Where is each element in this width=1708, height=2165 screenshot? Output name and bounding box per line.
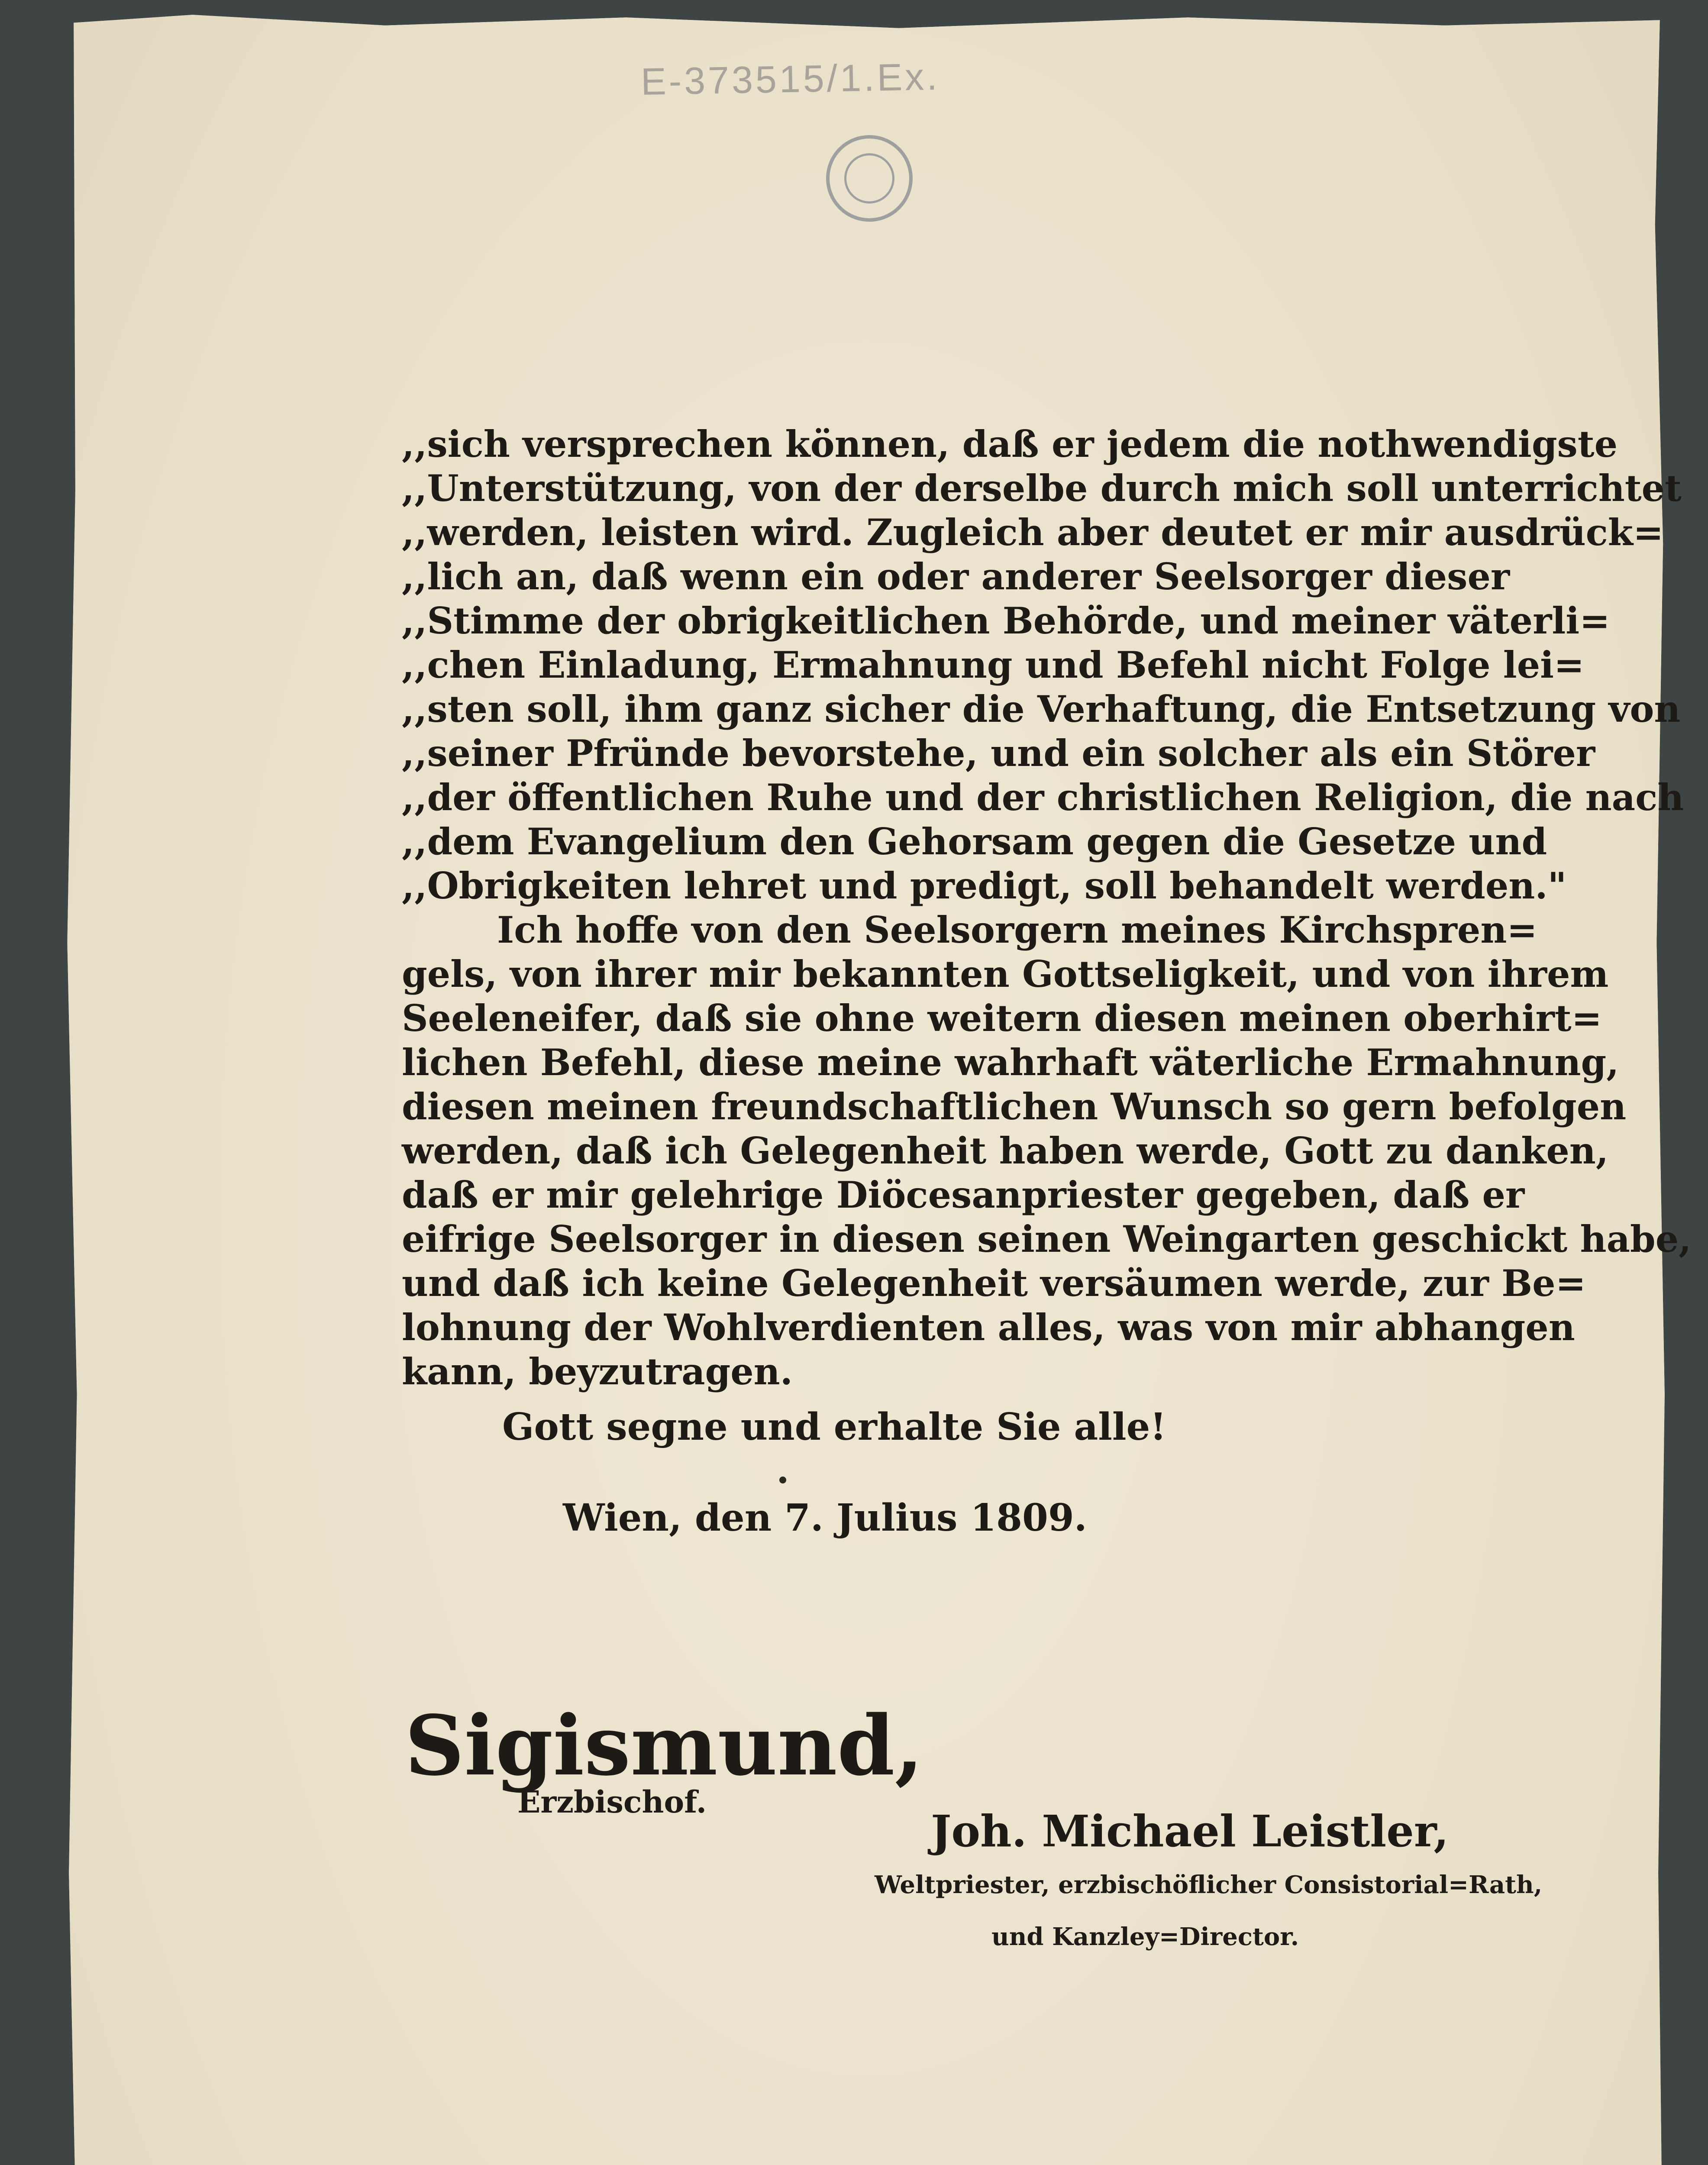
text-line: lichen Befehl, diese meine wahrhaft väterliche Ermahnung, — [402, 1041, 1619, 1084]
secretary-name: Joh. Michael Leistler, — [931, 1806, 1449, 1857]
signatory-title: Erzbischof. — [517, 1784, 707, 1820]
text-line: eifrige Seelsorger in diesen seinen Weingarten geschickt habe, — [402, 1218, 1692, 1260]
text-line: Seeleneifer, daß sie ohne weitern diesen meinen oberhirt= — [402, 997, 1602, 1040]
ink-dot — [779, 1477, 786, 1483]
text-line: ,,lich an, daß wenn ein oder anderer Seelsorger dieser — [402, 555, 1510, 598]
shelfmark-annotation: E-373515/1.Ex. — [640, 55, 940, 103]
text-line: ,,sich versprechen können, daß er jedem die nothwendigste — [402, 423, 1618, 465]
text-line: und daß ich keine Gelegenheit versäumen werde, zur Be= — [402, 1262, 1586, 1305]
closing-blessing: Gott segne und erhalte Sie alle! — [502, 1405, 1167, 1449]
text-line: werden, daß ich Gelegenheit haben werde, Gott zu danken, — [402, 1129, 1609, 1172]
text-line: Ich hoffe von den Seelsorgern meines Kirchspren= — [497, 908, 1537, 951]
text-line: ,,Obrigkeiten lehret und predigt, soll behandelt werden." — [402, 864, 1567, 907]
text-line: ,,seiner Pfründe bevorstehe, und ein solcher als ein Störer — [402, 732, 1595, 775]
place-date: Wien, den 7. Julius 1809. — [563, 1496, 1087, 1540]
signatory-name: Sigismund, — [405, 1697, 923, 1794]
decree-body-text — [402, 422, 1692, 1394]
text-line: ,,werden, leisten wird. Zugleich aber deutet er mir ausdrück= — [402, 511, 1664, 554]
text-line: ,,Stimme der obrigkeitlichen Behörde, und meiner väterli= — [402, 599, 1610, 642]
text-line: lohnung der Wohlverdienten alles, was von mir abhangen — [402, 1306, 1575, 1349]
text-line: ,,chen Einladung, Ermahnung und Befehl nicht Folge lei= — [402, 643, 1585, 686]
secretary-title-line1: Weltpriester, erzbischöflicher Consistorial=Rath, — [875, 1871, 1543, 1899]
text-line: diesen meinen freundschaftlichen Wunsch so gern befolgen — [402, 1085, 1627, 1128]
text-line: ,,Unterstützung, von der derselbe durch mich soll unterrichtet — [402, 467, 1682, 510]
text-line: daß er mir gelehrige Diöcesanpriester gegeben, daß er — [402, 1173, 1525, 1216]
text-line: ,,dem Evangelium den Gehorsam gegen die Gesetze und — [402, 820, 1547, 863]
text-line: gels, von ihrer mir bekannten Gottseligkeit, und von ihrem — [402, 953, 1609, 995]
text-line: ,,der öffentlichen Ruhe und der christlichen Religion, die nach — [402, 776, 1684, 819]
text-line: kann, beyzutragen. — [402, 1350, 793, 1393]
text-line: ,,sten soll, ihm ganz sicher die Verhaftung, die Entsetzung von — [402, 688, 1681, 730]
secretary-title-line2: und Kanzley=Director. — [991, 1923, 1299, 1951]
library-seal-stamp — [826, 135, 913, 222]
